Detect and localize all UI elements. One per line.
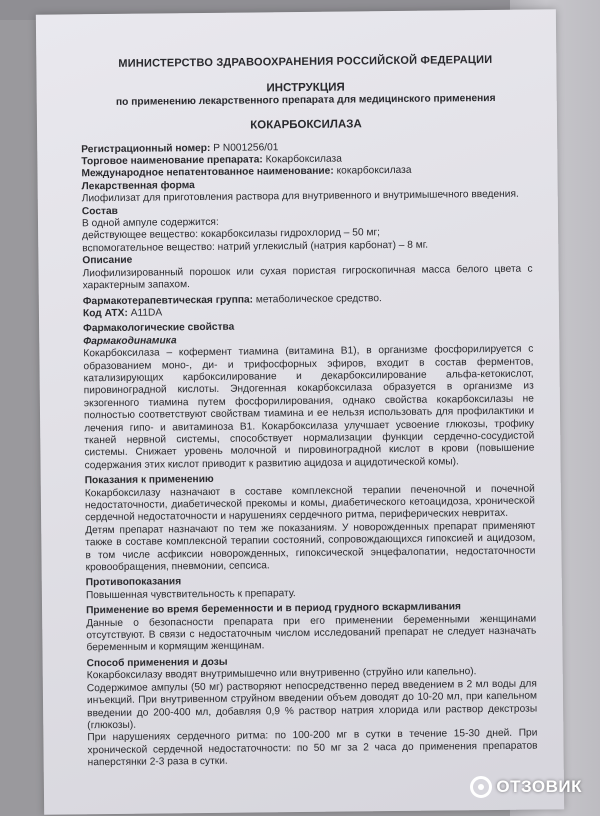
contraindications-heading: Противопоказания	[85, 576, 182, 589]
trade-name-value: Кокарбоксилаза	[262, 153, 342, 166]
description-text: Лиофилизированный порошок или сухая пористая гигроскопичная масса белого цвета с характерным запахом.	[82, 263, 533, 292]
pharmacodynamics-heading: Фармакодинамика	[83, 335, 177, 347]
sheet-content	[80, 54, 537, 770]
description-heading: Описание	[82, 255, 133, 267]
registration-value: Р N001256/01	[210, 141, 279, 154]
dosage-text-1: Кокарбоксилазу вводят внутримышечно или внутривенно (струйно или капельно).	[86, 666, 477, 682]
composition-line-1: В одной ампуле содержится:	[81, 216, 219, 230]
otzovik-watermark	[470, 776, 582, 798]
document-title: ИНСТРУКЦИЯ	[266, 81, 345, 95]
document-subtitle: по применению лекарственного препарата для медицинского применения	[115, 92, 496, 108]
pharm-group-label: Фармакотерапевтическая группа:	[82, 293, 254, 307]
pharm-properties-heading: Фармакологические свойства	[83, 321, 235, 335]
indications-text-2: Детям препарат назначают по тем же показаниям. У новорожденных препарат применяют также в составе комплексной терапии состояний, сопровождающихся гипоксией и ацидозом, в том числе асфиксии новорожденных, гипоксической энцефалопатии, недостаточности кровообращения, пневмонии, сепсиса.	[85, 520, 536, 574]
atc-label: Код АТХ:	[82, 307, 128, 320]
pregnancy-text: Данные о безопасности препарата при его применении беременными женщинами отсутствуют. В связи с недостаточным числом исследований препарат не следует назначать беременным и кормящим женщинам.	[86, 613, 537, 654]
pharm-group-value: метаболическое средство.	[252, 292, 382, 305]
dosage-text-2: Содержимое ампулы (50 мг) растворяют непосредственно перед введением в 2 мл воды для инъекций. При внутривенном струйном введении объем доводят до 10-20 мл, при капельном введении до 200-400 мл, добавляя 0,9 % раствор натрия хлорида или раствор декстрозы (глюкозы).	[86, 678, 538, 732]
registration-label: Регистрационный номер:	[81, 142, 211, 155]
dosage-heading: Способ применения и дозы	[86, 656, 228, 670]
pregnancy-heading: Применение во время беременности и в период грудного вскармливания	[86, 601, 461, 617]
otzovik-logo-icon	[470, 776, 492, 798]
watermark-text: ОТЗОВИК	[496, 777, 582, 796]
indications-text-1: Кокарбоксилазу назначают в составе комплексной терапии печеночной и почечной недостаточности, диабетической прекомы и комы, диабетического кетоацидоза, хронической сердечной недостаточности и нарушениях сердечного ритма, периферических невритах.	[84, 483, 536, 524]
dosage-form-heading: Лекарственная форма	[81, 179, 195, 193]
composition-line-3: вспомогательное вещество: натрий углекислый (натрия карбонат) – 8 мг.	[82, 239, 429, 255]
dosage-form-text: Лиофилизат для приготовления раствора для внутривенного и внутримышечного введения.	[81, 188, 519, 205]
indications-heading: Показания к применению	[84, 474, 214, 487]
trade-name-label: Торговое наименование препарата:	[81, 154, 263, 168]
atc-value: A11DA	[127, 307, 163, 319]
dosage-text-3: При нарушениях сердечного ритма: по 100-200 мг в сутки в течение 15-30 дней. При хронической сердечной недостаточности: по 50 мг за 2 часа до применения препаратов наперстянки 2-3 раза в сутки.	[87, 727, 538, 769]
contraindications-text: Повышенная чувствительность к препарату.	[85, 587, 296, 602]
drug-name: КОКАРБОКСИЛАЗА	[250, 118, 362, 132]
inn-label: Международное непатентованное наименование:	[81, 166, 334, 180]
ministry-header: МИНИСТЕРСТВО ЗДРАВООХРАНЕНИЯ РОССИЙСКОЙ ФЕДЕРАЦИИ	[118, 53, 493, 70]
inn-value: кокарбоксилаза	[333, 165, 412, 178]
instruction-sheet	[36, 9, 564, 814]
composition-heading: Состав	[81, 205, 118, 217]
pharmacodynamics-text: Кокарбоксилаза – кофермент тиамина (витамина В1), в организме фосфорилируется с образованием моно-, ди- и трифосфорных эфиров, входит в состав ферментов, катализирующих карбоксилирование и декарбоксилирование альфа-кетокислот, пировиноградной кислоты. Эндогенная кокарбоксилаза образуется в организме из экзогенного тиамина путем фосфорилирования, однако свойства кокарбоксилазы не полностью соответствуют свойствам тиамина и ее нельзя использовать для профилактики и лечения гипо- и авитаминоза В1. Кокарбоксилаза улучшает усвоение глюкозы, трофику тканей нервной системы, способствует нормализации функции сердечно-сосудистой системы. Снижает уровень молочной и пировиноградной кислот в крови (повышение содержания этих кислот приводит к развитию ацидоза и ацидотической комы).	[83, 343, 535, 472]
composition-line-2: действующее вещество: кокарбоксилазы гидрохлорид – 50 мг;	[82, 227, 381, 242]
